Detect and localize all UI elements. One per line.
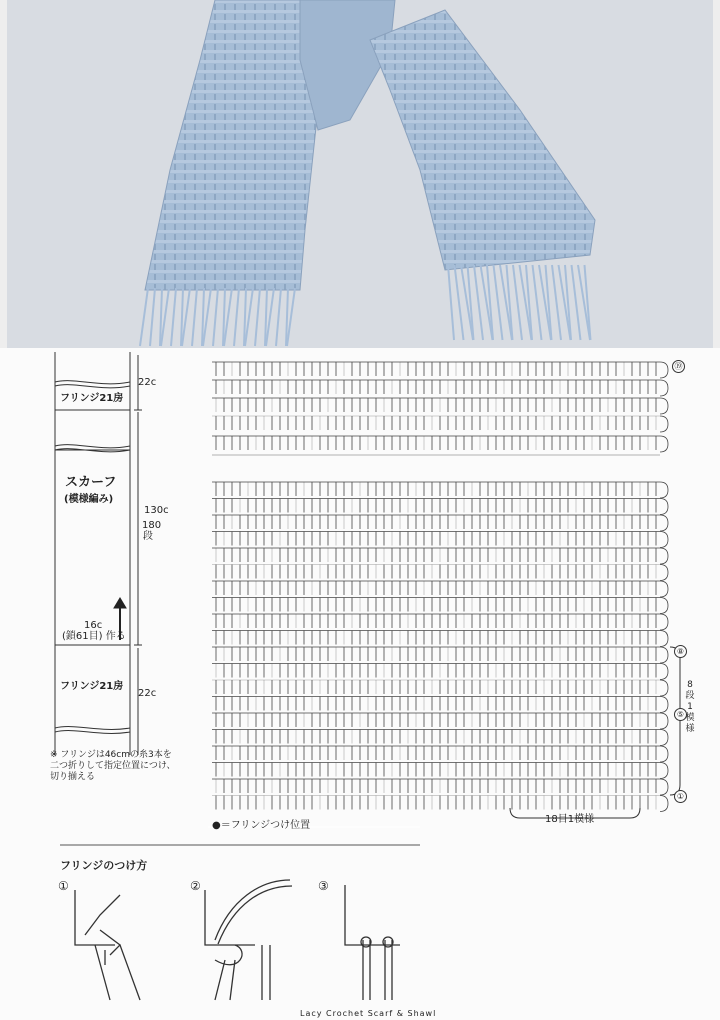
bottom-length-label: 22c [138,688,157,699]
top-length-label: 22c [138,377,157,388]
repeat-rows-label: 8段1模様 [685,680,695,734]
scarf-subtitle: (模様編み) [64,494,114,505]
body-length-label: 130c [144,505,169,516]
top-fringe-label: フリンジ21房 [60,393,124,404]
book-footer: Lacy Crochet Scarf & Shawl [300,1009,437,1018]
bottom-fringe-label: フリンジ21房 [60,681,124,692]
fringe-position-legend: ●＝フリンジつけ位置 [212,820,311,831]
repeat-width-label: 18目1模様 [545,814,595,825]
scarf-title: スカーフ [65,475,117,490]
width-label: 16c [84,620,103,631]
row-marker-1: ① [674,790,687,803]
row-marker-8: ⑧ [674,645,687,658]
row-marker-19: ⑲ [672,360,685,373]
step-2-marker: ② [190,879,201,893]
step-3-marker: ③ [318,879,329,893]
row-marker-5: ⑤ [674,708,687,721]
fringe-note: ※ フリンジは46cmの糸3本を二つ折りして指定位置につけ、切り揃える [50,750,176,782]
body-rows-label: 180段 [142,520,162,542]
foundation-label: (鎖61目) 作る [62,631,126,642]
fringe-steps-title: フリンジのつけ方 [60,859,148,872]
step-1-marker: ① [58,879,69,893]
